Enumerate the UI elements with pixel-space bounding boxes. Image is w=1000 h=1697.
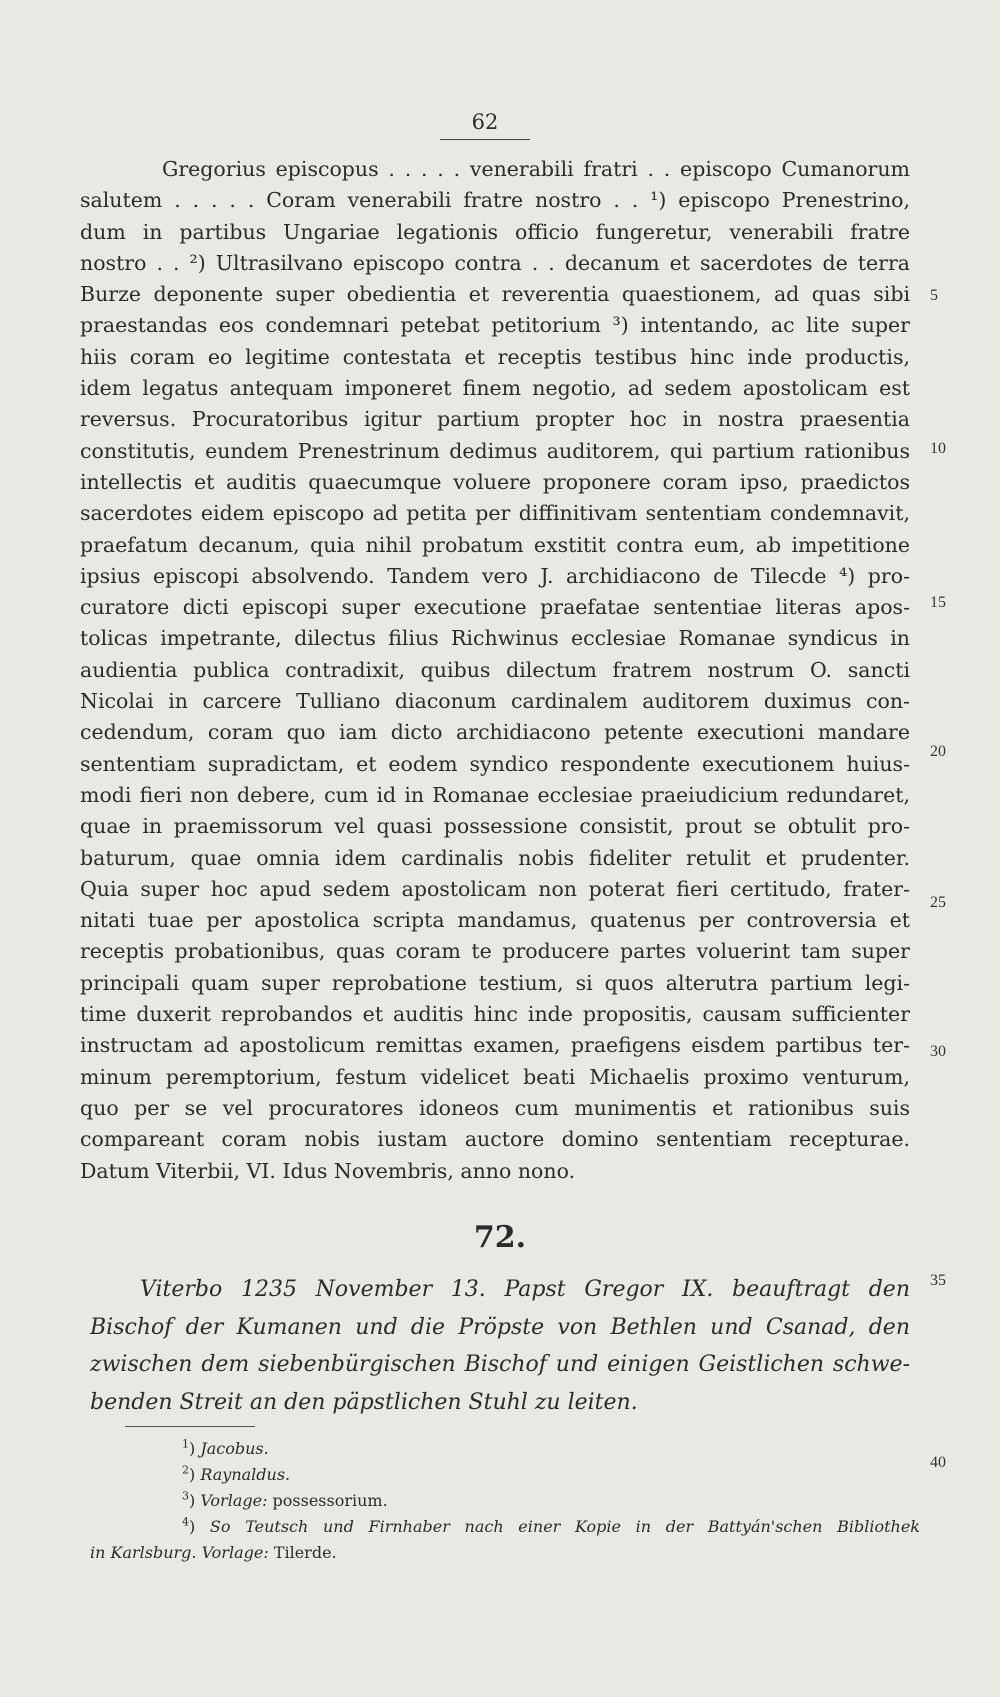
line-number: 10 [930,440,946,457]
footnote-text-plain: Tilerde. [268,1543,337,1562]
footnote-text: in Karlsburg. Vorlage: [90,1543,269,1562]
text-line: hiis coram eo legitime contestata et receptis testibus hinc inde productis, [80,344,910,369]
line-number: 25 [930,894,946,911]
text-line: time duxerit reprobandos et auditis hinc inde propositis, causam sufficienter [80,1002,910,1027]
text-line: instructam ad apostolicum remittas examen, praefigens eisdem partibus ter- [80,1033,910,1058]
footnote-text: So Teutsch und Firnhaber nach einer Kopie in der Battyán'schen Bibliothek [209,1517,921,1536]
line-number: 20 [930,743,946,760]
summary-line: benden Streit an den päpstlichen Stuhl zu leiten. [90,1389,638,1415]
text-line: Nicolai in carcere Tulliano diaconum cardinalem auditorem duximus con- [80,689,910,714]
text-line: compareant coram nobis iustam auctore domino sententiam recepturae. [80,1127,910,1152]
text-line: praefatum decanum, quia nihil probatum exstitit contra eum, ab impetitione [80,532,910,557]
footnote-mark: 3 [182,1489,189,1503]
text-line: ipsius episcopi absolvendo. Tandem vero J. archidiacono de Tilecde ⁴) pro- [80,563,910,588]
text-line: Burze deponente super obedientia et reverentia quaestionem, ad quas sibi [80,282,910,307]
footnote-text: Vorlage: [200,1491,268,1510]
text-line: constitutis, eundem Prenestrinum dedimus auditorem, qui partium rationibus [80,438,910,463]
page-number-rule [440,139,530,140]
document-number: 72. [473,1220,527,1255]
text-line: praestandas eos condemnari petebat petitorium ³) intentando, ac lite super [80,313,910,338]
text-line: reversus. Procuratoribus igitur partium propter hoc in nostra praesentia [80,407,910,432]
footnote: $^1$) Jacobus. [182,1437,269,1458]
document-summary [90,1271,910,1421]
line-number: 30 [930,1043,946,1060]
footnote-mark: 4 [182,1515,189,1529]
footnote-text-plain: possessorium. [267,1491,388,1510]
text-line: tolicas impetrante, dilectus filius Richwinus ecclesiae Romanae syndicus in [80,626,910,651]
text-line: Datum Viterbii, VI. Idus Novembris, anno nono. [80,1158,576,1183]
text-line: receptis probationibus, quas coram te producere partes voluerint tam super [80,939,910,964]
line-number: 5 [930,287,938,304]
text-line: Quia super hoc apud sedem apostolicam non poterat fieri certitudo, frater- [80,876,910,901]
footnote-text: Jacobus. [200,1439,269,1458]
summary-line: Viterbo 1235 November 13. Papst Gregor IX. beauftragt den [140,1277,910,1302]
footnote-mark: 2 [182,1463,189,1477]
footnote: $^3$) Vorlage: possessorium. [182,1489,388,1510]
footnote-rule [125,1426,255,1427]
line-number: 40 [930,1454,946,1471]
text-line: cedendum, coram quo iam dicto archidiacono petente executioni mandare [80,720,910,745]
text-line: modi fieri non debere, cum id in Romanae ecclesiae praeiudicium redundaret, [80,782,910,807]
text-line: idem legatus antequam imponeret finem negotio, ad sedem apostolicam est [80,376,910,401]
text-line: audientia publica contradixit, quibus dilectum fratrem nostrum O. sancti [80,657,910,682]
line-number: 35 [930,1272,946,1289]
text-line: quae in praemissorum vel quasi possessione consistit, prout se obtulit pro- [80,814,910,839]
text-line: nitati tuae per apostolica scripta mandamus, quatenus per controversia et [80,908,910,933]
footnotes [90,1436,920,1566]
text-line: dum in partibus Ungariae legationis officio fungeretur, venerabili fratre [80,219,910,244]
footnote-text: Raynaldus. [200,1465,291,1484]
text-line: sententiam supradictam, et eodem syndico respondente executionem huius- [80,751,910,776]
page-number: 62 [471,110,499,134]
text-line: salutem . . . . . Coram venerabili fratre nostro . . ¹) episcopo Prenestrino, [80,188,910,213]
text-line: intellectis et auditis quaecumque voluere proponere coram ipso, praedictos [80,469,910,494]
text-line: Gregorius episcopus . . . . . venerabili fratri . . episcopo Cumanorum [162,157,910,181]
footnote-continuation [90,1540,920,1566]
summary-line: Bischof der Kumanen und die Pröpste von Bethlen und Csanad, den [90,1314,910,1340]
letter-text [80,154,910,1187]
text-line: minum peremptorium, festum videlicet beati Michaelis proximo venturum, [80,1064,910,1089]
text-line: quo per se vel procuratores idoneos cum munimentis et rationibus suis [80,1095,910,1120]
footnote-mark: 1 [182,1437,189,1451]
text-line: baturum, quae omnia idem cardinalis nobis fideliter retulit et prudenter. [80,845,910,870]
line-number: 15 [930,594,946,611]
footnote: $^2$) Raynaldus. [182,1463,291,1484]
text-line: principali quam super reprobatione testium, si quos alterutra partium legi- [80,970,910,995]
text-line: nostro . . ²) Ultrasilvano episcopo contra . . decanum et sacerdotes de terra [80,250,910,275]
footnote: $^4$) So Teutsch und Firnhaber nach einer Kopie in der Battyán'schen Bibliothek [182,1515,921,1536]
text-line: curatore dicti episcopi super executione praefatae sententiae literas apos- [80,595,910,620]
summary-line: zwischen dem siebenbürgischen Bischof und einigen Geistlichen schwe- [90,1352,910,1377]
text-line: sacerdotes eidem episcopo ad petita per diffinitivam sententiam condemnavit, [80,501,910,526]
